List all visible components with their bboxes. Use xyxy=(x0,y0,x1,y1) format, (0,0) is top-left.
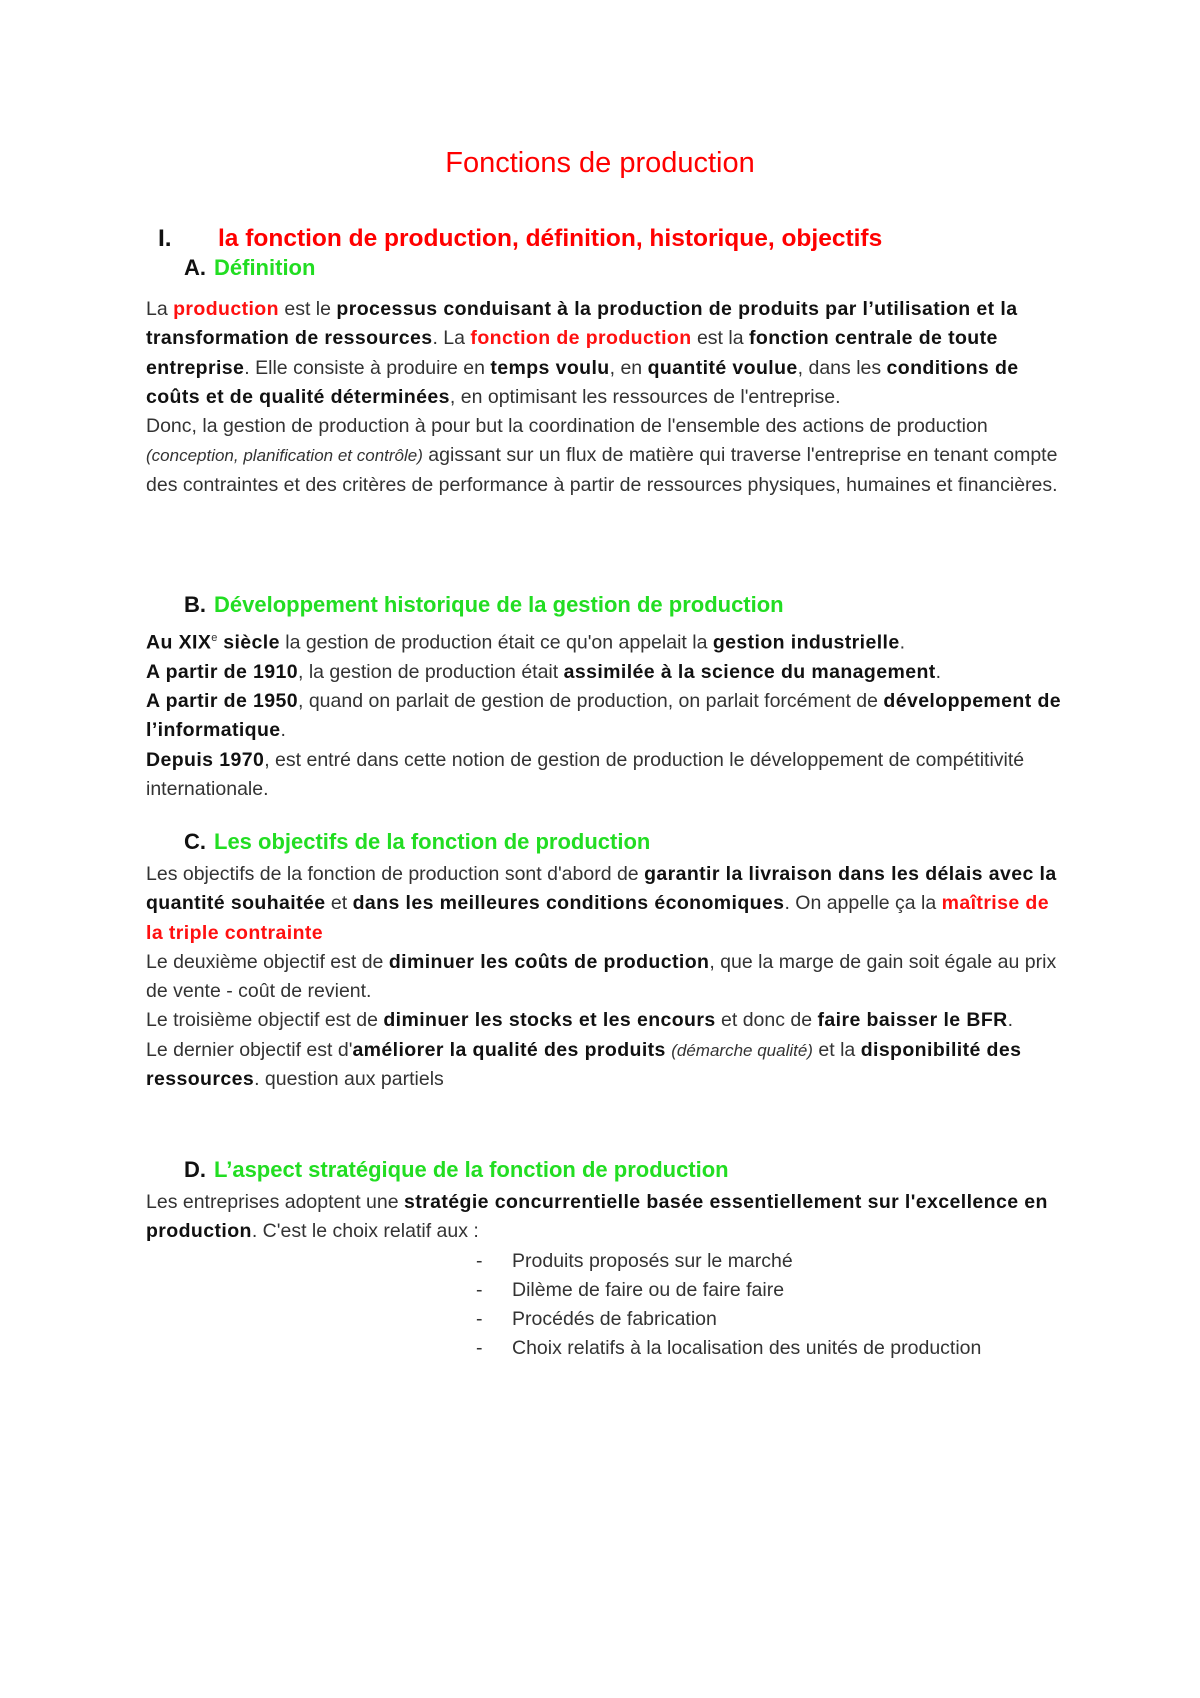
subsection-heading-text: Les objectifs de la fonction de production xyxy=(214,829,651,854)
bold-term: faire baisser le BFR xyxy=(817,1009,1008,1032)
section-number: I. xyxy=(158,225,172,252)
bold-term: temps voulu xyxy=(490,356,610,379)
bold-term: diminuer les coûts de production xyxy=(388,950,710,973)
subsection-heading-a xyxy=(184,253,315,283)
history-line-1 xyxy=(146,624,1066,658)
highlight-term: production xyxy=(173,298,279,320)
subsection-number: C. xyxy=(184,829,206,854)
text-run: , que la marge de gain soit égale au prix de vente - coût de revient. xyxy=(146,950,1057,1003)
subsection-heading-text: Définition xyxy=(214,255,316,280)
bold-term: développement de l’informatique xyxy=(146,690,1061,742)
list-dash: - xyxy=(476,1250,483,1272)
section-heading-1 xyxy=(158,223,882,255)
italic-note: (conception, planification et contrôle) xyxy=(146,446,423,466)
list-dash: - xyxy=(476,1279,483,1301)
text-run: et la xyxy=(812,1038,861,1061)
subsection-heading-b xyxy=(184,590,784,620)
section-c-body xyxy=(146,860,1066,1094)
bold-term: garantir la livraison dans les délais avec la quantité souhaitée xyxy=(146,863,1057,915)
subsection-heading-c xyxy=(184,827,650,857)
bold-term: A partir de 1910 xyxy=(146,660,298,683)
list-item xyxy=(476,1305,1096,1334)
subsection-number: D. xyxy=(184,1157,206,1182)
strategy-line xyxy=(146,1188,1066,1247)
highlight-term: fonction de production xyxy=(470,327,692,350)
paragraph xyxy=(146,295,1066,412)
history-line-4 xyxy=(146,746,1066,805)
list-item-text: Procédés de fabrication xyxy=(512,1308,717,1330)
text-run: . La xyxy=(432,327,471,350)
highlight-term: maîtrise de la triple contrainte xyxy=(146,892,1049,944)
text-run: . xyxy=(899,631,906,654)
bold-term: quantité voulue xyxy=(647,356,798,379)
text-run: est le xyxy=(278,298,337,320)
text-run: . On appelle ça la xyxy=(784,892,942,915)
strategy-choice-list xyxy=(476,1247,1096,1363)
list-dash: - xyxy=(476,1337,483,1359)
bold-term: siècle xyxy=(217,631,280,654)
bold-term: A partir de 1950 xyxy=(146,690,298,713)
text-run: Le dernier objectif est d' xyxy=(146,1038,353,1061)
text-run: . xyxy=(1007,1009,1014,1032)
paragraph xyxy=(146,412,1066,500)
list-item xyxy=(476,1276,1096,1305)
bold-term: assimilée à la science du management xyxy=(563,660,936,683)
bold-term: améliorer la qualité des produits xyxy=(352,1038,666,1061)
text-run: Donc, la gestion de production à pour but la coordination de l'ensemble des actions de production xyxy=(146,415,988,438)
objective-line-1 xyxy=(146,860,1066,948)
objective-line-3 xyxy=(146,1006,1066,1035)
bold-term: fonction centrale de toute entreprise xyxy=(146,327,998,379)
text-run: . question aux partiels xyxy=(254,1068,444,1091)
text-run: , en optimisant les ressources de l'entreprise. xyxy=(449,385,841,408)
text-run: , quand on parlait de gestion de production, on parlait forcément de xyxy=(298,690,884,713)
section-a-body xyxy=(146,295,1066,500)
history-line-3 xyxy=(146,687,1066,746)
text-run: la gestion de production était ce qu'on appelait la xyxy=(279,631,713,654)
text-run: , dans les xyxy=(797,356,887,379)
list-item-text: Produits proposés sur le marché xyxy=(512,1250,793,1272)
subsection-heading-d xyxy=(184,1155,729,1185)
subsection-heading-text: L’aspect stratégique de la fonction de production xyxy=(214,1157,729,1182)
bold-term: dans les meilleures conditions économiques xyxy=(352,892,785,915)
superscript: e xyxy=(211,632,218,644)
text-run: Les entreprises adoptent une xyxy=(146,1191,405,1213)
text-run: . C'est le choix relatif aux : xyxy=(251,1220,479,1243)
section-d-body xyxy=(146,1188,1066,1247)
text-run: . xyxy=(935,660,942,683)
bold-term: disponibilité des ressources xyxy=(146,1038,1022,1091)
objective-line-2 xyxy=(146,948,1066,1007)
list-item-text: Choix relatifs à la localisation des unités de production xyxy=(512,1337,982,1359)
text-run: , en xyxy=(609,356,648,379)
document-title: Fonctions de production xyxy=(445,147,755,179)
text-run: agissant sur un flux de matière qui traverse l'entreprise en tenant compte des contraintes et des critères de performance à partir de ressources physiques, humaines et financières. xyxy=(146,444,1058,496)
objective-line-4 xyxy=(146,1036,1066,1095)
section-b-body xyxy=(146,624,1066,804)
text-run: est la xyxy=(691,327,749,350)
list-item xyxy=(476,1247,1096,1276)
subsection-number: A. xyxy=(184,255,206,280)
bold-term: gestion industrielle xyxy=(712,631,900,654)
bold-term: Au XIX xyxy=(146,631,212,654)
text-run: Le troisième objectif est de xyxy=(146,1009,384,1032)
text-run: , la gestion de production était xyxy=(298,660,564,683)
text-run: Les objectifs de la fonction de production sont d'abord de xyxy=(146,863,645,885)
italic-note: (démarche qualité) xyxy=(671,1040,813,1060)
bold-term: stratégie concurrentielle basée essentiellement sur l'excellence en production xyxy=(146,1191,1048,1243)
list-item-text: Dilème de faire ou de faire faire xyxy=(512,1279,785,1301)
list-item xyxy=(476,1334,1096,1363)
subsection-number: B. xyxy=(184,592,206,617)
bold-term: Depuis 1970 xyxy=(146,748,265,771)
section-heading-text: la fonction de production, définition, historique, objectifs xyxy=(218,225,883,252)
history-line-2 xyxy=(146,658,1066,687)
text-run: La xyxy=(146,298,174,320)
text-run: , est entré dans cette notion de gestion de production le développement de compétitivité internationale. xyxy=(146,748,1025,800)
subsection-heading-text: Développement historique de la gestion de production xyxy=(214,592,784,617)
text-run: . xyxy=(280,719,286,742)
bold-term: processus conduisant à la production de produits par l’utilisation et la transformation de ressources xyxy=(146,298,1018,350)
list-dash: - xyxy=(476,1308,483,1330)
text-run: et donc de xyxy=(715,1009,818,1032)
bold-term: diminuer les stocks et les encours xyxy=(383,1009,716,1032)
text-run: Le deuxième objectif est de xyxy=(146,950,389,973)
text-run: et xyxy=(325,892,353,915)
bold-term: conditions de coûts et de qualité déterminées xyxy=(146,356,1019,408)
text-run: . Elle consiste à produire en xyxy=(244,356,491,379)
